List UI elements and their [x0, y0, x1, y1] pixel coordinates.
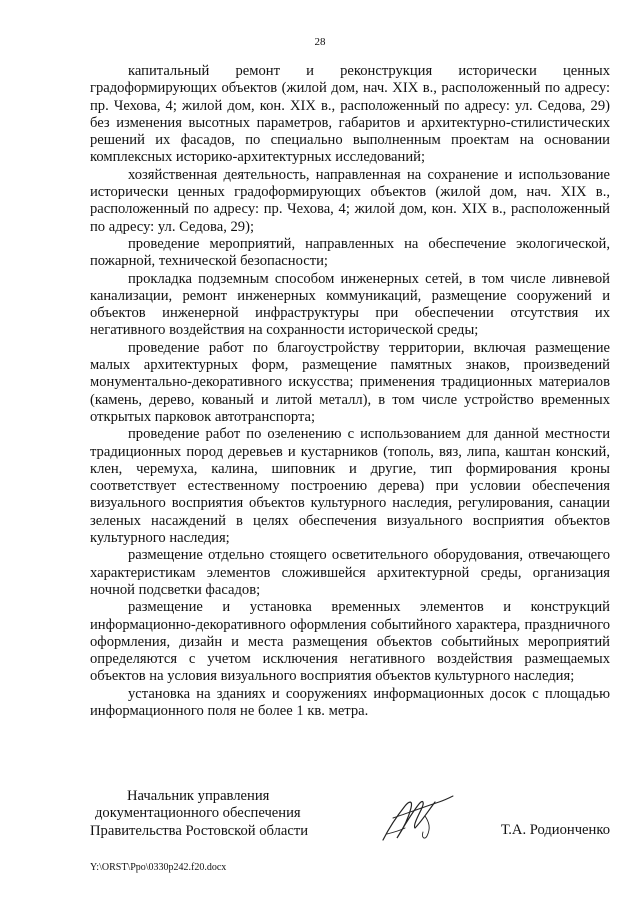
paragraph-lighting: размещение отдельно стоящего осветительного оборудования, отвечающего характеристикам элементов сложившейся архитектурной среды, организация ночной подсветки фасадов;	[90, 547, 610, 598]
paragraph-landscaping: проведение работ по благоустройству территории, включая размещение малых архитектурных форм, размещение памятных знаков, произведений монументально-декоративного искусства; применения традиционных материалов (камень, дерево, кованый и литой металл), в том числе устройство временных открытых парковок автотранспорта;	[90, 339, 610, 425]
paragraph-capital-repair: капитальный ремонт и реконструкция исторически ценных градоформирующих объектов (жилой дом, нач. XIX в., расположенный по адресу: пр. Чехова, 4; жилой дом, кон. XIX в., расположенный по адресу: ул. Седова, 29) без изменения высотных параметров, габаритов и архитектурно-стилистических решений их фасадов, по специально выполненным проектам на основании комплексных историко-архитектурных исследований;	[90, 63, 610, 166]
paragraph-economic-activity: хозяйственная деятельность, направленная на сохранение и использование исторически ценных градоформирующих объектов (жилой дом, нач. XIX в., расположенный по адресу: пр. Чехова, 4; жилой дом, кон. XIX в., расположенный по адресу: ул. Седова, 29);	[90, 166, 610, 235]
signer-name: Т.А. Родионченко	[500, 822, 610, 838]
signer-title-line: документационного обеспечения	[95, 805, 301, 822]
paragraph-temporary-elements: размещение и установка временных элементов и конструкций информационно-декоративного оформления событийного характера, праздничного оформления, дизайн и места размещения объектов событийных мероприятий определяются с учетом исключения негативного воздействия размещаемых объектов на условия визуального восприятия объектов культурного наследия;	[90, 599, 610, 685]
paragraph-safety-measures: проведение мероприятий, направленных на обеспечение экологической, пожарной, технической безопасности;	[90, 235, 610, 270]
signer-title	[90, 788, 330, 840]
signer-title-line: Правительства Ростовской области	[90, 822, 309, 839]
signature-block	[90, 788, 610, 848]
handwritten-signature	[375, 788, 455, 850]
paragraph-info-boards: установка на зданиях и сооружениях информационных досок с площадью информационного поля не более 1 кв. метра.	[90, 685, 610, 719]
paragraph-greening: проведение работ по озеленению с использованием для данной местности традиционных пород деревьев и кустарников (тополь, вяз, липа, каштан конский, клен, черемуха, калина, шиповник и другие, тип формирования кроны соответствует естественному построению дерева) при условии обеспечения визуального восприятия объектов культурного наследия, регулирования, санации зеленых насаждений в целях обеспечения визуального восприятия объектов культурного наследия;	[90, 426, 610, 547]
page-number: 28	[314, 36, 326, 48]
file-path: Y:\ORST\Ppo\0330p242.f20.docx	[90, 862, 227, 873]
paragraph-underground-networks: прокладка подземным способом инженерных сетей, в том числе ливневой канализации, ремонт инженерных коммуникаций, размещение сооружений и объектов инженерной инфраструктуры при обеспечении отсутствия их негативного воздействия на сохранности исторической среды;	[90, 270, 610, 339]
document-body	[90, 63, 610, 720]
signer-title-line: Начальник управления	[127, 788, 270, 804]
